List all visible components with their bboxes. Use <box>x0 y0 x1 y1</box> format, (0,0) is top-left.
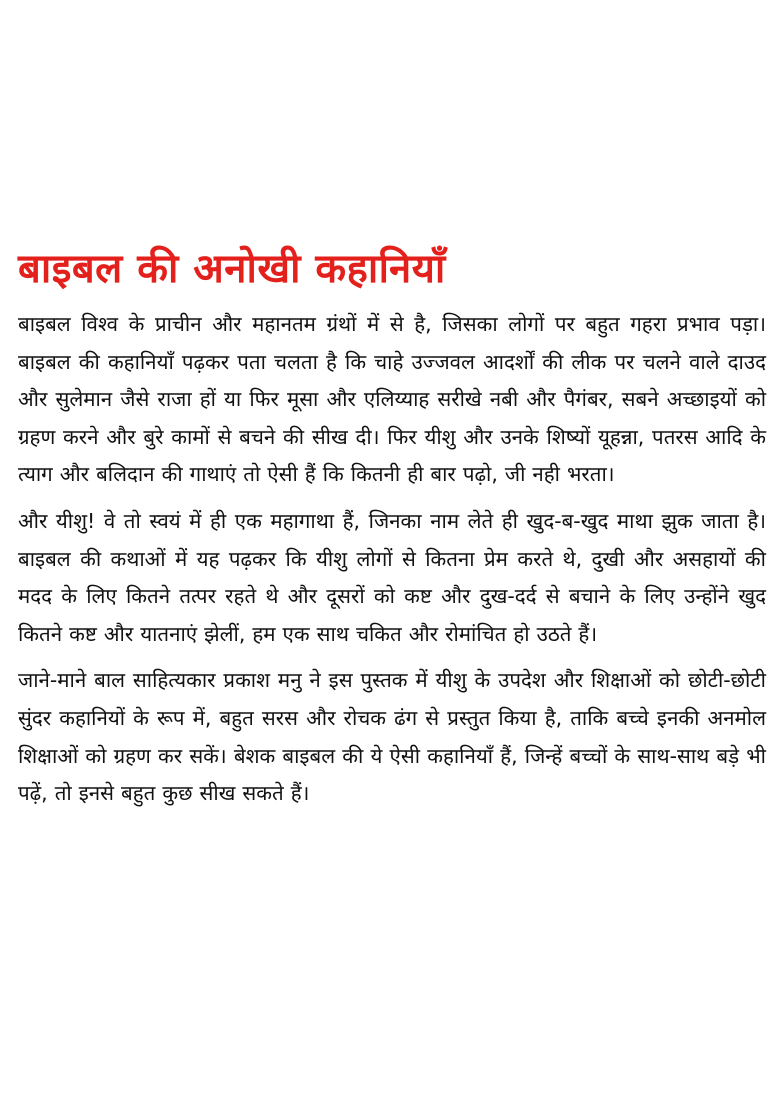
book-description <box>18 306 766 822</box>
description-paragraph-3: जाने-माने बाल साहित्यकार प्रकाश मनु ने इस पुस्तक में यीशु के उपदेश और शिक्षाओं को छोटी-छोटी सुंदर कहानियों के रूप में, बहुत सरस और रोचक ढंग से प्रस्तुत किया है, ताकि बच्चे इनकी अनमोल शिक्षाओं को ग्रहण कर सकें। बेशक बाइबल की ये ऐसी कहानियाँ हैं, जिन्हें बच्चों के साथ-साथ बड़े भी पढ़ें, तो इनसे बहुत कुछ सीख सकते हैं। <box>18 668 766 806</box>
book-title: बाइबल की अनोखी कहानियाँ <box>18 246 446 292</box>
description-paragraph-2: और यीशु! वे तो स्वयं में ही एक महागाथा हैं, जिनका नाम लेते ही खुद-ब-खुद माथा झुक जाता है। बाइबल की कथाओं में यह पढ़कर कि यीशु लोगों से कितना प्रेम करते थे, दुखी और असहायों की मदद के लिए कितने तत्पर रहते थे और दूसरों को कष्ट और दुख-दर्द से बचाने के लिए उन्होंने खुद कितने कष्ट और यातनाएं झेलीं, हम एक साथ चकित और रोमांचित हो उठते हैं। <box>18 508 766 646</box>
description-paragraph-1: बाइबल विश्व के प्राचीन और महानतम ग्रंथों में से है, जिसका लोगों पर बहुत गहरा प्रभाव पड़ा। बाइबल की कहानियाँ पढ़कर पता चलता है कि चाहे उज्जवल आदर्शों की लीक पर चलने वाले दाउद और सुलेमान जैसे राजा हों या फिर मूसा और एलिय्याह सरीखे नबी और पैगंबर, सबने अच्छाइयों को ग्रहण करने और बुरे कामों से बचने की सीख दी। फिर यीशु और उनके शिष्यों यूहन्ना, पतरस आदि के त्याग और बलिदान की गाथाएं तो ऐसी हैं कि कितनी ही बार पढ़ो, जी नही भरता। <box>18 312 766 487</box>
